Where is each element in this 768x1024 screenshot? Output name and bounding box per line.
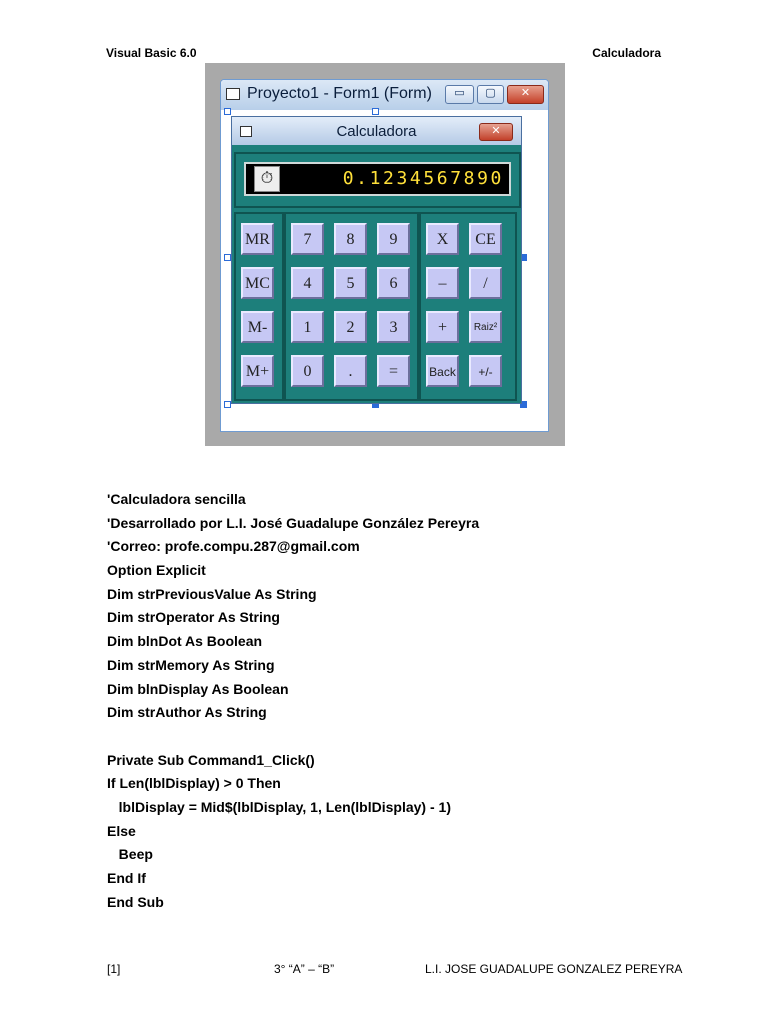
code-line: 'Calculadora sencilla (107, 491, 246, 507)
code-line: 'Correo: profe.compu.287@gmail.com (107, 538, 360, 555)
decimal-point-button[interactable]: . (334, 355, 367, 387)
digit-9-button[interactable]: 9 (377, 223, 410, 255)
calculator-form (231, 116, 522, 404)
code-line: Dim blnDisplay As Boolean (107, 680, 289, 697)
digit-0-button[interactable]: 0 (291, 355, 324, 387)
digit-5-button[interactable]: 5 (334, 267, 367, 299)
minimize-button[interactable]: ▭ (445, 85, 474, 104)
calculator-title-bar (232, 117, 521, 145)
clear-entry-button[interactable]: CE (469, 223, 502, 255)
form-icon (226, 88, 240, 100)
header-left: Visual Basic 6.0 (106, 46, 197, 60)
add-button[interactable]: + (426, 311, 459, 343)
code-line: If Len(lblDisplay) > 0 Then (107, 775, 281, 792)
number-panel (284, 212, 419, 401)
display-frame (234, 152, 521, 208)
form-designer-window (220, 79, 549, 432)
code-line: Dim strAuthor As String (107, 704, 267, 721)
backspace-button[interactable]: Back (426, 355, 459, 387)
code-line: lblDisplay = Mid$(lblDisplay, 1, Len(lblDisplay) - 1) (107, 798, 451, 815)
digit-6-button[interactable]: 6 (377, 267, 410, 299)
toggle-sign-button[interactable]: +/- (469, 355, 502, 387)
display (244, 162, 511, 196)
digit-2-button[interactable]: 2 (334, 311, 367, 343)
digit-1-button[interactable]: 1 (291, 311, 324, 343)
header-right: Calculadora (592, 46, 661, 60)
ide-title-bar (221, 80, 548, 110)
code-listing (107, 488, 479, 914)
memory-add-button[interactable]: M+ (241, 355, 274, 387)
resize-handle[interactable] (224, 108, 231, 115)
resize-handle[interactable] (224, 254, 231, 261)
footer-group: 3° “A” – “B” (274, 962, 335, 976)
digit-4-button[interactable]: 4 (291, 267, 324, 299)
equals-button[interactable]: = (377, 355, 410, 387)
code-line: Dim blnDot As Boolean (107, 633, 263, 650)
code-line: End If (107, 870, 146, 886)
code-line: Private Sub Command1_Click() (107, 751, 315, 768)
subtract-button[interactable]: – (426, 267, 459, 299)
memory-recall-button[interactable]: MR (241, 223, 274, 255)
digit-7-button[interactable]: 7 (291, 223, 324, 255)
code-line: End Sub (107, 893, 164, 910)
square-root-button[interactable]: Raiz² (469, 311, 502, 343)
multiply-button[interactable]: X (426, 223, 459, 255)
code-line: Dim strMemory As String (107, 656, 275, 673)
calculator-title: Calculadora (336, 123, 417, 140)
code-line: Dim strPreviousValue As String (107, 585, 317, 602)
resize-handle[interactable] (372, 108, 379, 115)
close-button[interactable]: ✕ (507, 85, 544, 104)
code-line: Else (107, 822, 136, 839)
memory-subtract-button[interactable]: M- (241, 311, 274, 343)
calculator-close-button[interactable]: ✕ (479, 123, 513, 141)
operator-panel (419, 212, 517, 401)
memory-clear-button[interactable]: MC (241, 267, 274, 299)
ide-screenshot (205, 63, 565, 446)
divide-button[interactable]: / (469, 267, 502, 299)
code-line: Option Explicit (107, 562, 206, 579)
code-line (107, 725, 479, 749)
timer-icon: ⏱ (254, 166, 280, 192)
footer-author: L.I. JOSE GUADALUPE GONZALEZ PEREYRA (425, 962, 683, 976)
code-line: 'Desarrollado por L.I. José Guadalupe González Pereyra (107, 514, 480, 531)
code-line: Dim strOperator As String (107, 609, 280, 626)
footer-page-number: [1] (107, 962, 121, 976)
digit-8-button[interactable]: 8 (334, 223, 367, 255)
memory-panel (234, 212, 284, 401)
ide-window-title: Proyecto1 - Form1 (Form) (247, 85, 432, 102)
display-value: 0.1234567890 (342, 168, 504, 189)
digit-3-button[interactable]: 3 (377, 311, 410, 343)
code-line: Beep (107, 846, 153, 863)
maximize-button[interactable]: ▢ (477, 85, 504, 104)
resize-handle[interactable] (224, 401, 231, 408)
